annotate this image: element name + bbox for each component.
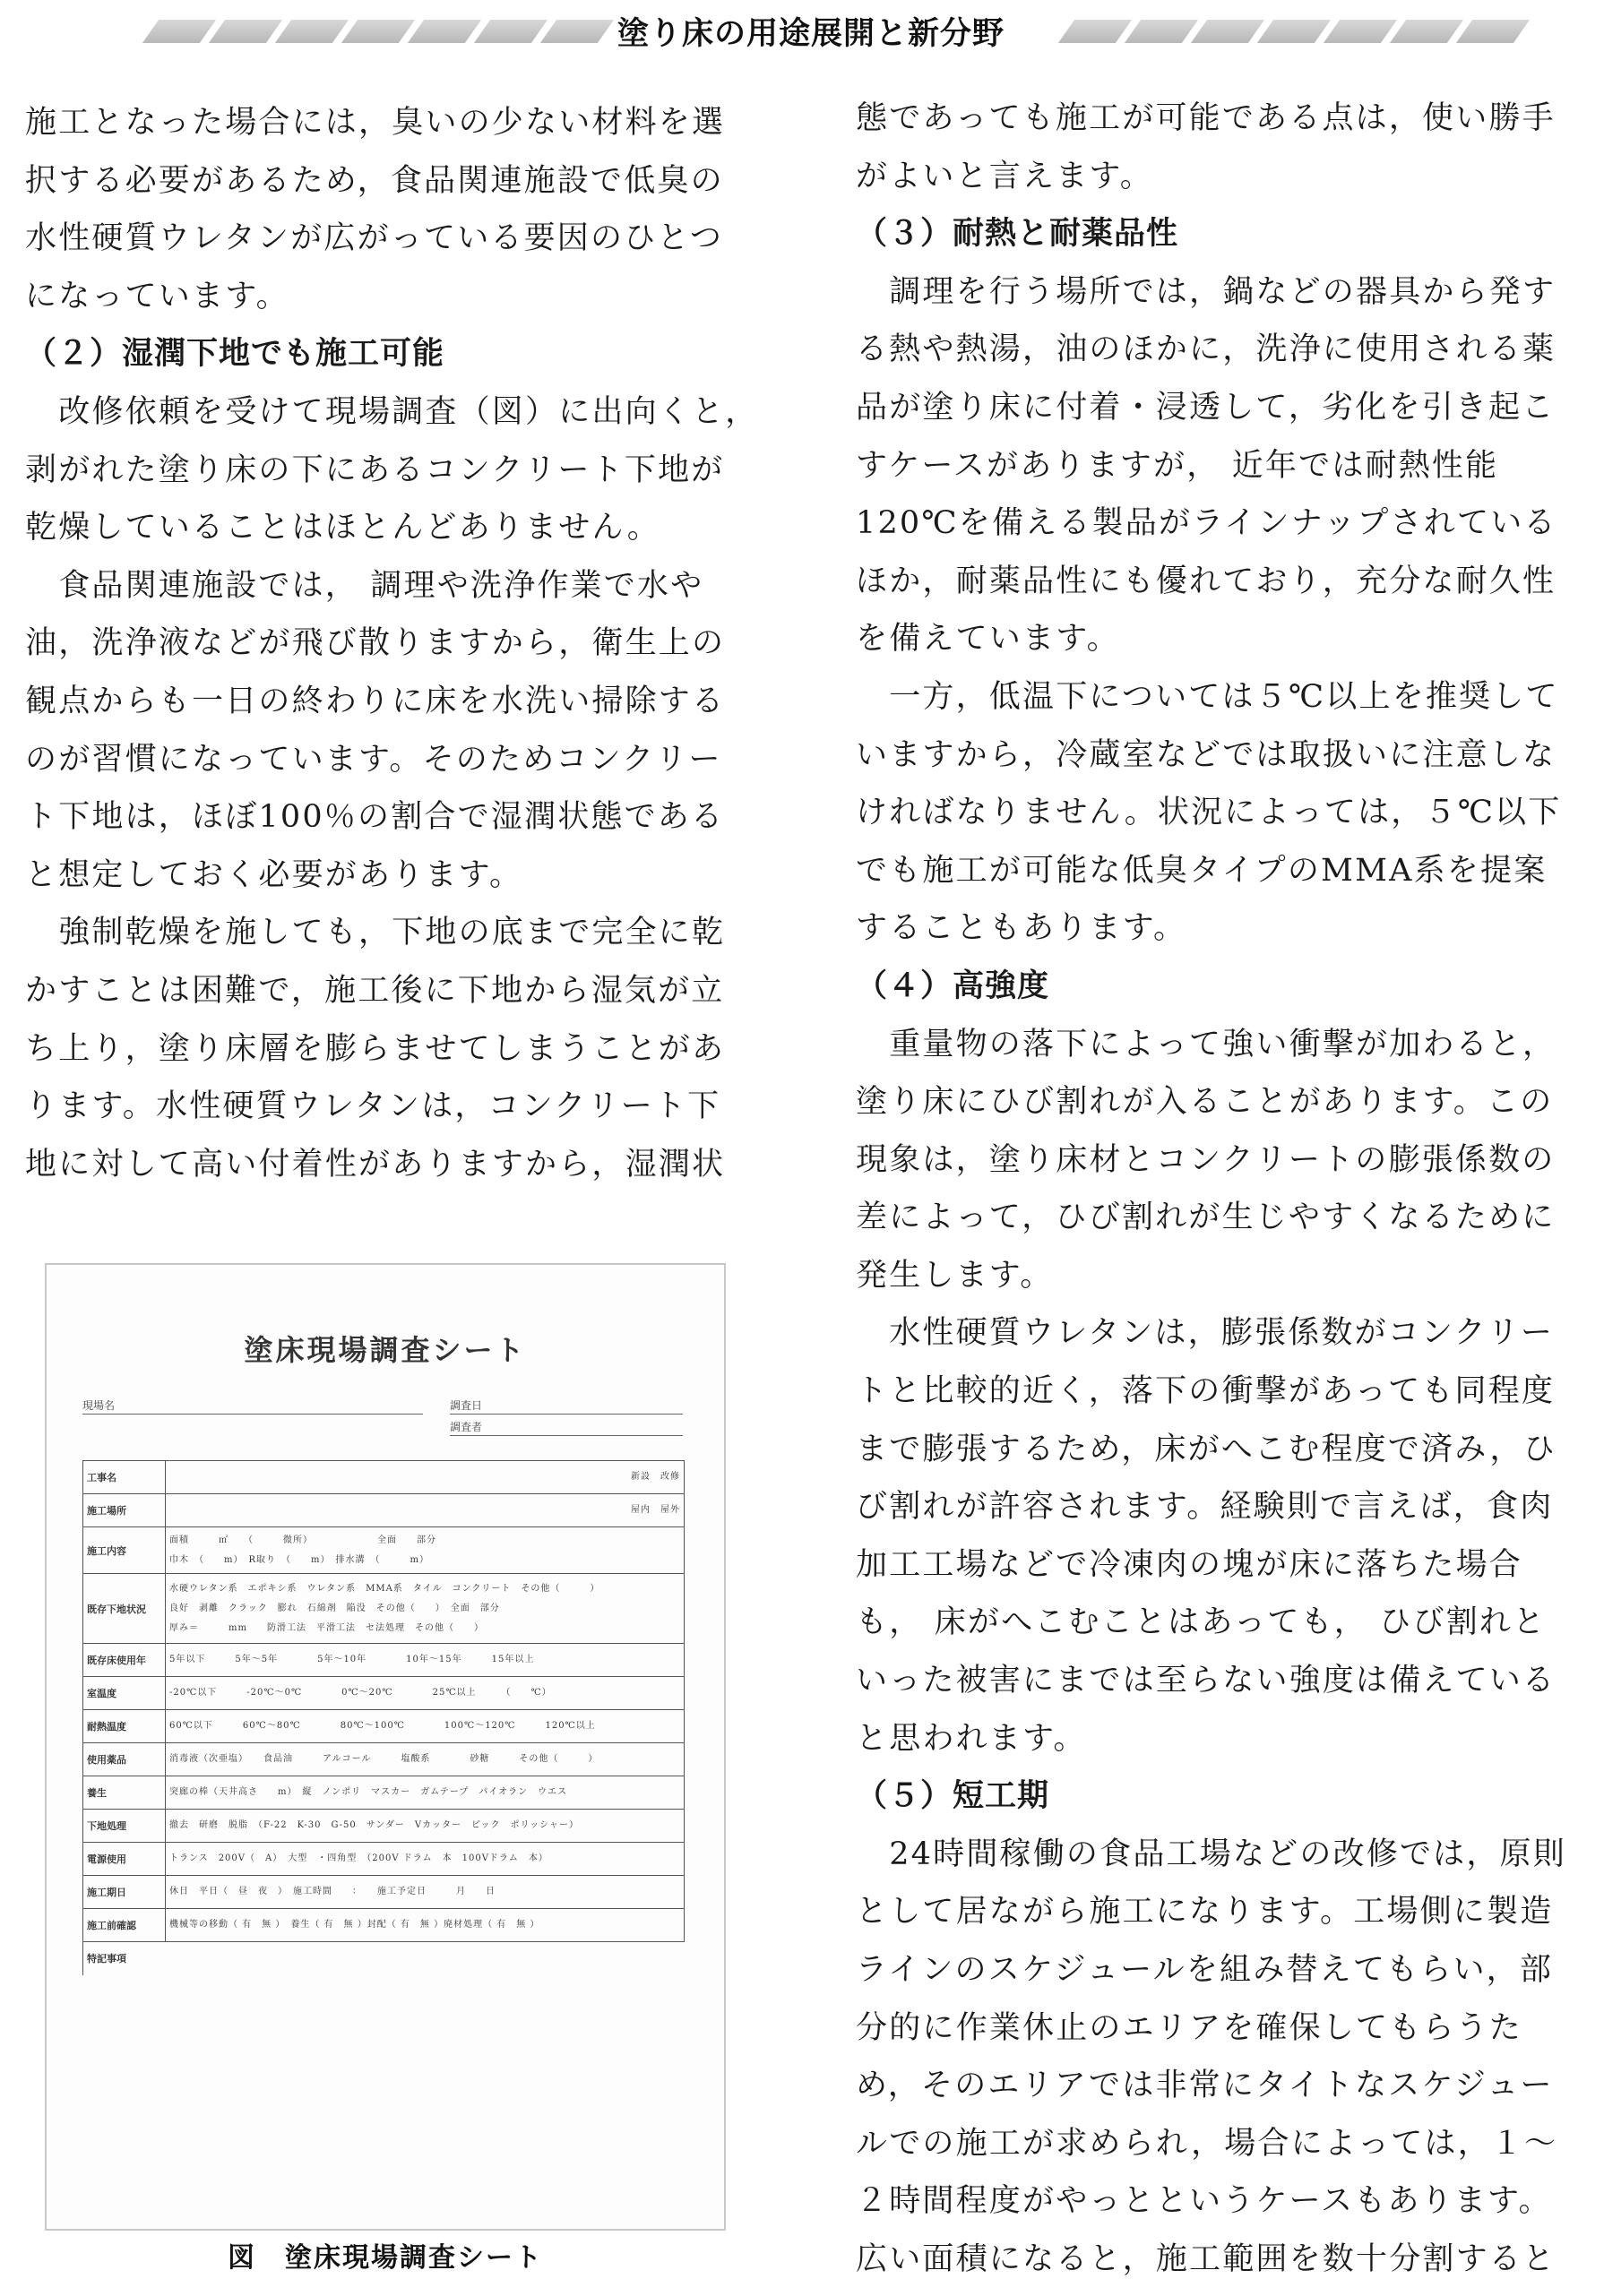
text-line: いった被害にまでは至らない強度は備えている xyxy=(856,1663,1557,1699)
text-line: 加工工場などで冷凍肉の塊が床に落ちた場合 xyxy=(856,1546,1523,1583)
text-line: 観点からも一日の終わりに床を水洗い掃除する xyxy=(25,683,726,719)
form-row xyxy=(83,1909,685,1942)
text-line: ければなりません。状況によっては，５℃以下 xyxy=(856,795,1562,831)
form-row-options xyxy=(166,1527,685,1574)
form-row-options xyxy=(166,1461,685,1494)
text-line: と想定しておく必要があります。 xyxy=(25,856,523,893)
text-line: まで膨張するため，床がへこむ程度で済み，ひ xyxy=(856,1431,1557,1467)
form-row-options xyxy=(166,1574,685,1644)
form-row xyxy=(83,1574,685,1644)
text-line: 油，洗浄液などが飛び散りますから，衛生上の xyxy=(25,625,726,662)
text-line: 広い面積になると，施工範囲を数十分割すると xyxy=(856,2240,1557,2277)
text-line: として居ながら施工になります。工場側に製造 xyxy=(856,1894,1554,1931)
text-line: 120℃を備える製品がラインナップされている xyxy=(856,505,1557,542)
form-row xyxy=(83,1644,685,1677)
form-row-label: 工事名 xyxy=(83,1461,166,1494)
text-line: いますから，冷蔵室などでは取扱いに注意しな xyxy=(856,736,1557,773)
form-row-label: 既存床使用年 xyxy=(83,1644,166,1677)
text-line: を備えています。 xyxy=(856,621,1120,658)
text-line: る熱や熱湯，油のほかに，洗浄に使用される薬 xyxy=(856,331,1557,368)
text-line: と思われます。 xyxy=(856,1720,1087,1757)
text-line: 地に対して高い付着性がありますから，湿潤状 xyxy=(25,1146,726,1182)
form-row-options xyxy=(166,1843,685,1876)
form-row xyxy=(83,1810,685,1843)
form-row-label: 既存下地状況 xyxy=(83,1574,166,1644)
text-line: 乾燥していることはほとんどありません。 xyxy=(25,510,660,546)
form-row xyxy=(83,1743,685,1776)
text-line: でも施工が可能な低臭タイプのMMA系を提案 xyxy=(856,852,1548,889)
header-stripes-right xyxy=(1066,20,1522,43)
surveyor-label: 調査者 xyxy=(450,1421,483,1433)
text-line: 塗り床にひび割れが入ることがあります。この xyxy=(856,1084,1554,1121)
text-line: 水性硬質ウレタンは，膨張係数がコンクリー xyxy=(856,1315,1555,1352)
form-option-line: 新設 改修 xyxy=(631,1472,680,1482)
figure-caption: 図 塗床現場調査シート xyxy=(228,2242,543,2274)
survey-sheet-figure xyxy=(45,1263,726,2231)
form-option-line: 60℃以下 60℃～80℃ 80℃～100℃ 100℃～120℃ 120℃以上 xyxy=(169,1721,596,1731)
form-row-label: 施工前確認 xyxy=(83,1909,166,1942)
text-line: かすことは困難で，施工後に下地から湿気が立 xyxy=(25,972,725,1009)
section-heading: （３）耐熱と耐薬品性 xyxy=(856,215,1179,253)
text-line: 施工となった場合には，臭いの少ない材料を選 xyxy=(25,105,726,141)
section-heading: （２）湿潤下地でも施工可能 xyxy=(25,335,445,373)
text-line: ほか，耐薬品性にも優れており，充分な耐久性 xyxy=(856,563,1557,599)
form-title: 塗床現場調査シート xyxy=(244,1333,527,1367)
form-row xyxy=(83,1876,685,1909)
surveyor-line xyxy=(450,1435,683,1436)
text-line: ２時間程度がやっとというケースもあります。 xyxy=(856,2183,1552,2220)
notes-row xyxy=(83,1942,685,1975)
form-option-line: -20℃以下 -20℃～0℃ 0℃～20℃ 25℃以上 （ ℃） xyxy=(169,1688,552,1698)
form-row-options xyxy=(166,1677,685,1710)
text-line: がよいと言えます。 xyxy=(856,158,1154,194)
form-option-line: 良好 剥離 クラック 膨れ 石綿剤 陥没 その他（ ） 全面 部分 xyxy=(169,1603,500,1613)
form-row xyxy=(83,1843,685,1876)
form-row-options xyxy=(166,1810,685,1843)
form-option-line: 機械等の移動（ 有 無 ） 養生（ 有 無 ）封配（ 有 無 ）廃材処理（ 有 無 ） xyxy=(169,1920,540,1930)
text-line: 強制乾燥を施しても，下地の底まで完全に乾 xyxy=(25,915,726,951)
form-option-line: 面積 ㎡ （ 微所） 全面 部分 xyxy=(169,1535,436,1545)
text-line: 現象は，塗り床材とコンクリートの膨張係数の xyxy=(856,1141,1556,1178)
form-row-label: 耐熱温度 xyxy=(83,1710,166,1743)
form-row-label: 施工期日 xyxy=(83,1876,166,1909)
text-line: ラインのスケジュールを組み替えてもらい，部 xyxy=(856,1952,1554,1988)
text-line: ち上り，塗り床層を膨らませてしまうことがあ xyxy=(25,1030,726,1067)
form-row-label: 下地処理 xyxy=(83,1810,166,1843)
form-option-line: 水硬ウレタン系 エポキシ系 ウレタン系 MMA系 タイル コンクリート その他（ ） xyxy=(169,1583,600,1594)
text-line: 水性硬質ウレタンが広がっている要因のひとつ xyxy=(25,220,724,257)
text-line: トと比較的近く，落下の衝撃があっても同程度 xyxy=(856,1373,1556,1410)
text-line: び割れが許容されます。経験則で言えば，食肉 xyxy=(856,1489,1554,1526)
form-row-options xyxy=(166,1776,685,1810)
page-title: 塗り床の用途展開と新分野 xyxy=(617,16,1005,52)
form-row-options xyxy=(166,1743,685,1776)
text-line: すケースがありますが， 近年では耐熱性能 xyxy=(856,447,1499,484)
form-row xyxy=(83,1677,685,1710)
form-option-line: トランス 200V（ A） 大型 ・四角型 （200V ドラム 本 100Vドラム 本） xyxy=(169,1853,548,1863)
section-heading: （４）高強度 xyxy=(856,967,1050,1004)
form-row xyxy=(83,1710,685,1743)
text-line: め，そのエリアでは非常にタイトなスケジュー xyxy=(856,2068,1554,2104)
text-line: ルでの施工が求められ，場合によっては，１～ xyxy=(856,2125,1558,2162)
page-header xyxy=(0,7,1604,52)
form-row-label: 施工場所 xyxy=(83,1494,166,1527)
form-row-options xyxy=(166,1710,685,1743)
form-row-options xyxy=(166,1494,685,1527)
form-option-line: 5年以下 5年～5年 5年～10年 10年～15年 15年以上 xyxy=(169,1655,535,1664)
text-line: 調理を行う場所では，鍋などの器具から発す xyxy=(856,273,1557,310)
form-row-options xyxy=(166,1876,685,1909)
survey-date-label: 調査日 xyxy=(450,1399,483,1412)
right-text-column xyxy=(856,90,1577,2289)
form-row xyxy=(83,1461,685,1494)
form-row xyxy=(83,1776,685,1810)
text-line: 分的に作業休止のエリアを確保してもらうた xyxy=(856,2009,1523,2046)
text-line: 24時間稼働の食品工場などの改修では，原則 xyxy=(856,1836,1566,1872)
form-row-label: 施工内容 xyxy=(83,1527,166,1574)
text-line: 食品関連施設では， 調理や洗浄作業で水や xyxy=(25,567,704,604)
text-line: 品が塗り床に付着・浸透して，劣化を引き起こ xyxy=(856,389,1556,426)
form-row-options xyxy=(166,1909,685,1942)
site-name-label: 現場名 xyxy=(82,1399,116,1412)
text-line: 択する必要があるため，食品関連施設で低臭の xyxy=(25,162,724,199)
form-row-options xyxy=(166,1644,685,1677)
site-name-line xyxy=(82,1414,423,1415)
text-line: することもあります。 xyxy=(856,910,1187,947)
text-line: 改修依頼を受けて現場調査（図）に出向くと， xyxy=(25,393,759,430)
form-option-line: 屋内 屋外 xyxy=(631,1505,680,1515)
form-option-line: 巾木 （ m） R取り （ m） 排水溝 （ m） xyxy=(169,1554,429,1565)
survey-date-line xyxy=(450,1414,683,1415)
form-row xyxy=(83,1494,685,1527)
text-line: になっています。 xyxy=(25,278,289,314)
text-line: 剥がれた塗り床の下にあるコンクリート下地が xyxy=(25,451,725,488)
survey-form-table xyxy=(82,1460,685,1975)
text-line: 重量物の落下によって強い衝撃が加わると， xyxy=(856,1026,1557,1062)
form-option-line: 厚み＝ mm 防滑工法 平滑工法 セ法処理 その他（ ） xyxy=(169,1622,484,1633)
text-line: も， 床がへこむことはあっても， ひび割れと xyxy=(856,1604,1547,1641)
notes-label: 特記事項 xyxy=(83,1942,166,1975)
text-line: のが習慣になっています。そのためコンクリー xyxy=(25,741,722,778)
form-option-line: 撤去 研磨 脱脂 （F-22 K-30 G-50 サンダー Vカッター ピック ポリッシャー） xyxy=(169,1820,579,1830)
form-row-label: 養生 xyxy=(83,1776,166,1810)
form-option-line: 休日 平日（ 昼 夜 ） 施工時間 ： 施工予定日 月 日 xyxy=(169,1887,496,1896)
form-row xyxy=(83,1527,685,1574)
form-row-label: 電源使用 xyxy=(83,1843,166,1876)
form-option-line: 消毒液（次亜塩） 食品油 アルコール 塩酸系 砂糖 その他（ ） xyxy=(169,1754,599,1764)
text-line: ト下地は，ほぼ100％の割合で湿潤状態である xyxy=(25,799,725,836)
left-text-column xyxy=(25,94,759,1193)
text-line: 差によって，ひび割れが生じやすくなるために xyxy=(856,1200,1556,1236)
section-heading: （５）短工期 xyxy=(856,1777,1050,1815)
header-stripes-left xyxy=(151,20,606,43)
text-line: ります。水性硬質ウレタンは，コンクリート下 xyxy=(25,1088,721,1125)
text-line: 態であっても施工が可能である点は，使い勝手 xyxy=(856,100,1556,136)
form-option-line: 突廊の棒（天井高さ m） 縦 ノンポリ マスカー ガムテープ パイオラン ウエス xyxy=(169,1787,568,1797)
form-row-label: 室温度 xyxy=(83,1677,166,1710)
text-line: 発生します。 xyxy=(856,1257,1054,1294)
text-line: 一方，低温下については５℃以上を推奨して xyxy=(856,678,1559,715)
form-row-label: 使用薬品 xyxy=(83,1743,166,1776)
